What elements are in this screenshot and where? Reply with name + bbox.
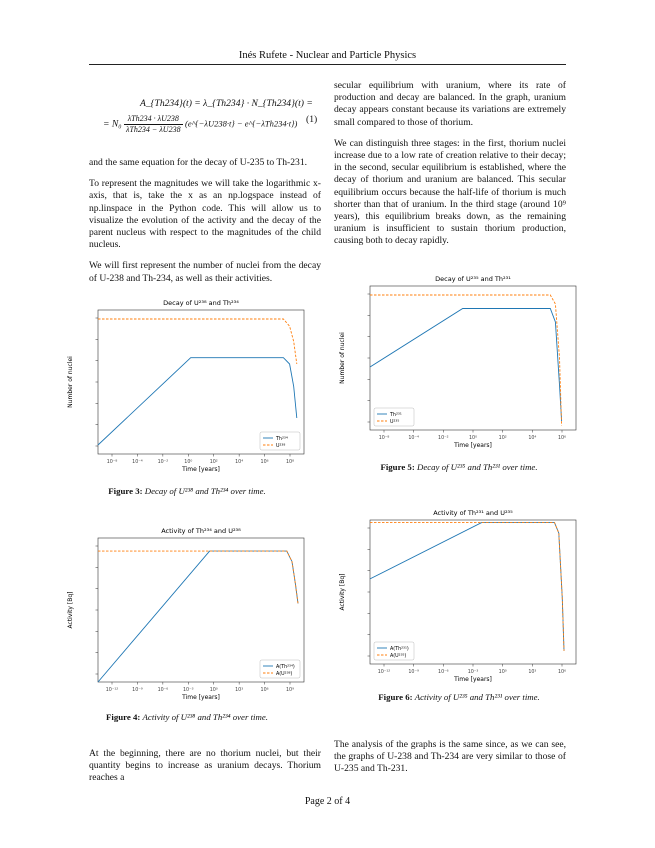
caption-label: Figure 4: <box>106 712 141 722</box>
x-tick-label: 10⁰ <box>468 436 478 441</box>
x-axis-label: Time [years] <box>182 466 220 473</box>
x-tick-label: 10⁴ <box>528 436 537 441</box>
y-axis-label: Number of nuclei <box>339 332 346 384</box>
equation-number: (1) <box>306 114 318 125</box>
figure-6-chart <box>334 506 584 684</box>
equation-suffix: (e^{−λU238·t} − e^{−λTh234·t}) <box>184 118 298 129</box>
left-column-lower <box>89 748 321 794</box>
y-axis-label: Number of nuclei <box>67 356 74 408</box>
paragraph: The analysis of the graphs is the same since, as we can see, the graphs of U-238 and Th-234 are very similar to those of U-235 and Th-231. <box>334 739 566 775</box>
chart-title: Decay of U²³⁸ and Th²³⁴ <box>163 299 239 307</box>
figure-6-caption <box>334 692 584 702</box>
figure-5-caption <box>334 462 584 472</box>
x-axis-label: Time [years] <box>454 442 492 449</box>
x-tick-label: 10⁻² <box>157 460 169 465</box>
paragraph: To represent the magnitudes we will take the logarithmic x-axis, that is, take the x as an np.logspace instead of np.linspace in the Python code. This will allow us to visualize the evolution of the activity and the decay of the parent nucleus with respect to the magnitudes of the child nucleus. <box>89 178 321 251</box>
x-tick-label: 10⁶ <box>260 688 269 693</box>
x-tick-label: 10⁶ <box>557 670 567 675</box>
x-tick-label: 10⁻⁶ <box>157 688 169 693</box>
chart-title: Decay of U²³⁵ and Th²³¹ <box>435 275 511 283</box>
series-line <box>370 309 562 422</box>
x-tick-label: 10⁰ <box>209 688 218 693</box>
legend-label: A(U²³⁵) <box>390 653 407 659</box>
figure-4-chart <box>62 524 312 702</box>
header-rule <box>89 64 566 65</box>
equation-prefix: = N₀ <box>103 118 122 130</box>
legend-label: A(Th²³⁴) <box>276 664 295 670</box>
x-tick-label: 10⁴ <box>235 460 244 465</box>
figure-4-caption <box>62 712 312 722</box>
x-tick-label: 10³ <box>235 688 244 693</box>
x-tick-label: 10⁹ <box>285 688 295 693</box>
x-tick-label: 10⁰ <box>498 670 507 675</box>
series-line <box>370 295 562 426</box>
x-tick-label: 10² <box>498 436 507 441</box>
x-tick-label: 10⁶ <box>557 436 567 441</box>
left-column-upper <box>89 157 321 294</box>
x-tick-label: 10⁻¹² <box>105 688 119 693</box>
series-line <box>370 523 564 651</box>
paragraph: secular equilibrium with uranium, where its rate of production and decay are balanced. In the graph, uranium decay appears constant because its variations are extremely small compared to those of thorium. <box>334 80 566 128</box>
x-tick-label: 10⁻⁸ <box>378 436 390 441</box>
x-tick-label: 10⁻⁴ <box>408 436 419 441</box>
equation-line-2 <box>103 114 297 135</box>
caption-text: Activity of U²³⁵ and Th²³¹ over time. <box>414 692 540 702</box>
x-tick-label: 10⁻⁹ <box>408 670 419 675</box>
caption-text: Activity of U²³⁸ and Th²³⁴ over time. <box>142 712 268 722</box>
running-header: Inés Rufete - Nuclear and Particle Physics <box>238 50 417 61</box>
caption-text: Decay of U²³⁵ and Th²³¹ over time. <box>416 462 538 472</box>
right-column-lower <box>334 739 566 785</box>
x-tick-label: 10⁻⁸ <box>106 460 118 465</box>
paragraph: We can distinguish three stages: in the first, thorium nuclei increase due to a low rate of creation relative to their decay; in the second, secular equilibrium is established, where the decay of thorium and uranium are balanced. This secular equilibrium occurs because the half-life of thorium is much shorter than that of uranium. In the third stage (around 10⁹ years), this equilibrium breaks down, as the remaining uranium is insufficient to sustain thorium production, causing both to decay rapidly. <box>334 137 566 247</box>
series-line <box>98 551 298 603</box>
x-axis-label: Time [years] <box>454 676 492 683</box>
legend-label: Th²³⁴ <box>276 436 288 442</box>
x-tick-label: 10⁸ <box>285 460 295 465</box>
figure-3-caption <box>62 486 312 496</box>
paragraph: We will first represent the number of nuclei from the decay of U-238 and Th-234, as well as their activities. <box>89 260 321 284</box>
right-column-upper <box>334 80 566 257</box>
x-tick-label: 10⁻⁶ <box>438 670 449 675</box>
x-tick-label: 10⁻³ <box>183 688 194 693</box>
legend-label: A(Th²³¹) <box>390 646 409 652</box>
x-tick-label: 10³ <box>528 670 537 675</box>
chart-title: Activity of Th²³⁴ and U²³⁸ <box>161 527 241 535</box>
x-tick-label: 10⁻³ <box>467 670 479 675</box>
x-tick-label: 10⁻¹² <box>377 670 391 675</box>
chart-title: Activity of Th²³¹ and U²³⁵ <box>433 509 513 517</box>
paragraph: At the beginning, there are no thorium nuclei, but their quantity begins to increase as uranium decays. Thorium reaches a <box>89 748 321 784</box>
y-axis-label: Activity [Bq] <box>67 591 74 629</box>
equation-numerator: λTh234 · λU238 <box>124 114 183 125</box>
x-tick-label: 10⁻² <box>438 436 449 441</box>
series-line <box>370 523 564 651</box>
caption-label: Figure 3: <box>108 486 143 496</box>
legend-label: Th²³¹ <box>390 412 402 418</box>
x-tick-label: 10⁻⁴ <box>132 460 143 465</box>
x-tick-label: 10² <box>209 460 218 465</box>
legend-label: U²³⁵ <box>390 419 400 425</box>
caption-label: Figure 6: <box>378 692 413 702</box>
equation-denominator: λTh234 − λU238 <box>126 125 181 134</box>
equation-fraction <box>124 114 183 135</box>
page-number: Page 2 of 4 <box>304 796 351 807</box>
x-tick-label: 10⁻⁹ <box>132 688 143 693</box>
caption-label: Figure 5: <box>380 462 415 472</box>
x-tick-label: 10⁶ <box>260 460 269 465</box>
x-tick-label: 10⁰ <box>184 460 193 465</box>
figure-5-chart <box>334 272 584 450</box>
caption-text: Decay of U²³⁸ and Th²³⁴ over time. <box>144 486 266 496</box>
paragraph: and the same equation for the decay of U-235 to Th-231. <box>89 157 308 168</box>
legend-label: A(U²³⁸) <box>276 671 293 677</box>
legend-label: U²³⁸ <box>276 443 286 449</box>
figure-3-chart <box>62 296 312 474</box>
y-axis-label: Activity [Bq] <box>339 573 346 611</box>
equation-line-1: A_{Th234}(t) = λ_{Th234} · N_{Th234}(t) = <box>140 98 313 109</box>
x-axis-label: Time [years] <box>182 694 220 701</box>
